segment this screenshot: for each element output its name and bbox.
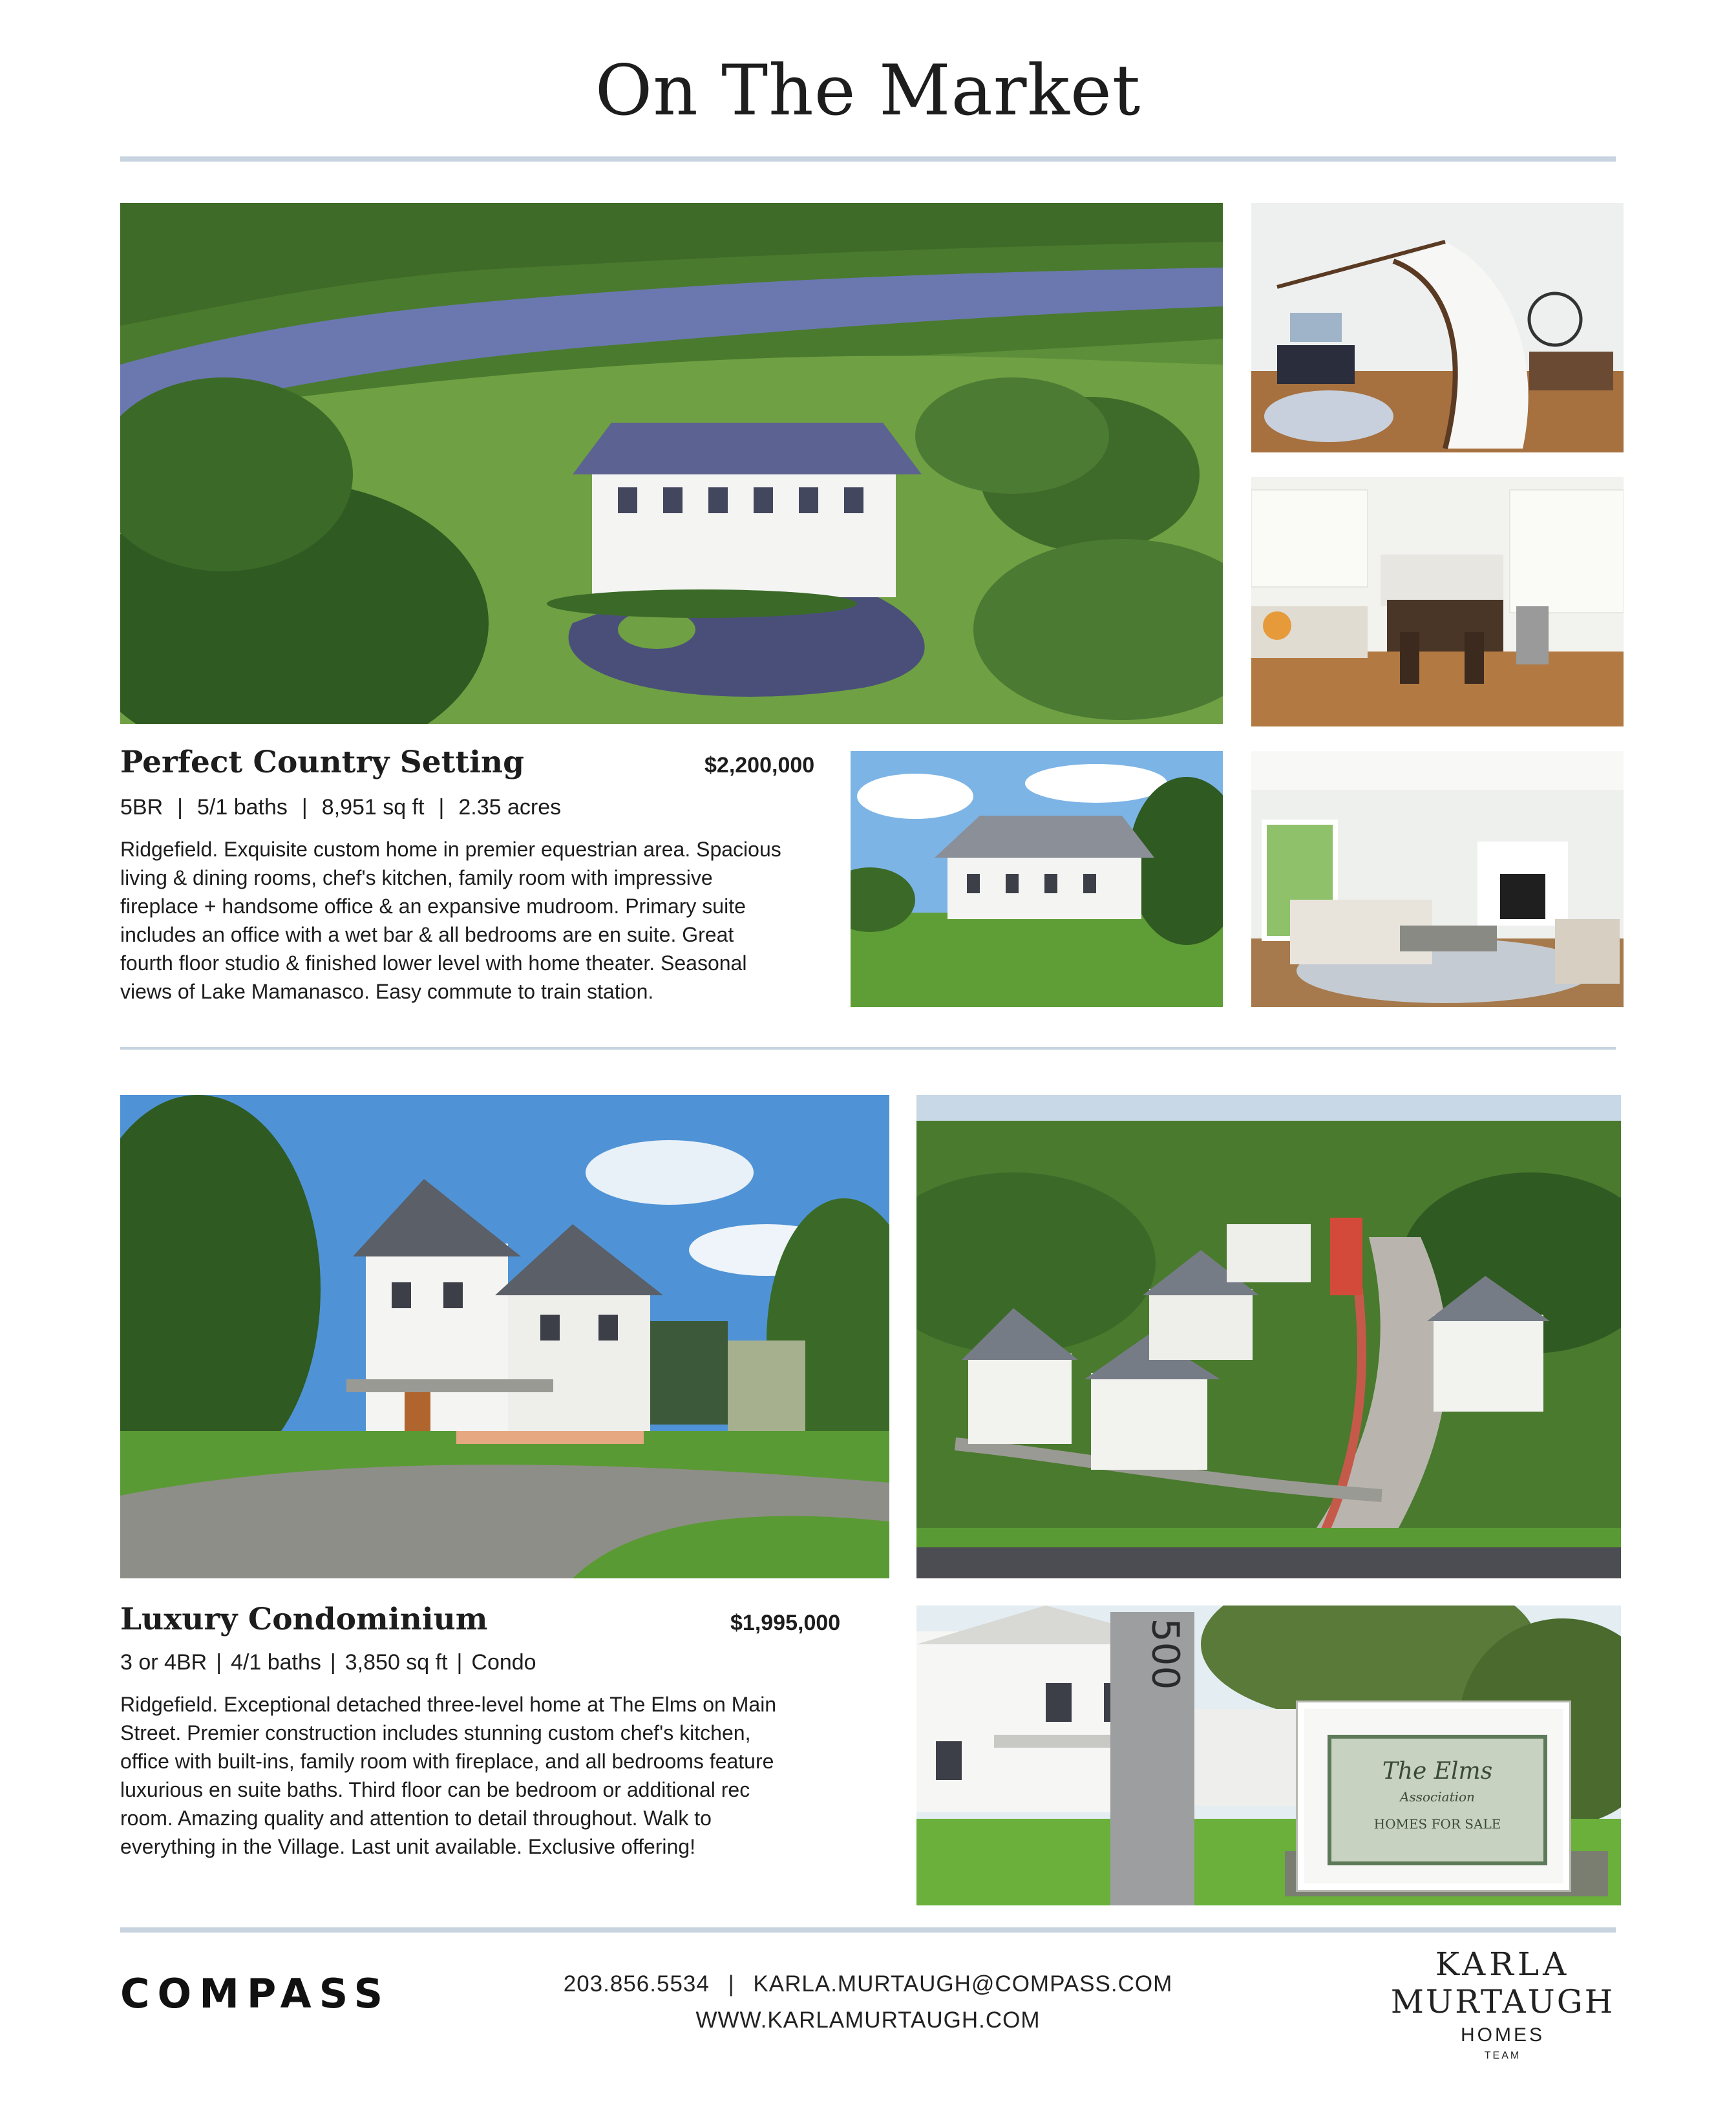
brand-line-4: TEAM: [1484, 2050, 1521, 2061]
description-line: fourth floor studio & finished lower level with home theater. Seasonal: [120, 951, 747, 975]
spec-type: Condo: [471, 1650, 536, 1675]
listing-2-price: $1,995,000: [730, 1611, 841, 1635]
elms-sign-panel: [1328, 1735, 1547, 1865]
listing-2-title: Luxury Condominium: [120, 1602, 488, 1637]
listing-1-price: $2,200,000: [704, 753, 815, 778]
spec-bedrooms: 5BR: [120, 795, 164, 820]
listing-1-specs: 5BR | 5/1 baths | 8,951 sq ft | 2.35 acres: [120, 795, 562, 820]
compass-logo: COMPASS: [120, 1970, 391, 2017]
kitchen-photo: [1251, 477, 1624, 726]
aerial-neighborhood-photo: [916, 1095, 1621, 1578]
spec-acres: 2.35 acres: [458, 795, 562, 820]
description-line: Ridgefield. Exceptional detached three-level home at The Elms on Main: [120, 1693, 777, 1716]
elms-sign-photo: [916, 1606, 1621, 1905]
spec-baths: 5/1 baths: [196, 795, 288, 820]
description-line: office with built-ins, family room with fireplace, and all bedrooms feature: [120, 1750, 774, 1773]
aerial-estate-photo: [120, 203, 1223, 724]
staircase-photo: [1251, 203, 1624, 452]
elms-sign-board: [1298, 1702, 1569, 1890]
phone-number[interactable]: 203.856.5534: [563, 1971, 710, 1997]
website-link[interactable]: WWW.KARLAMURTAUGH.COM: [695, 2008, 1041, 2033]
listing-2-specs: 3 or 4BR | 4/1 baths | 3,850 sq ft | Condo: [120, 1650, 536, 1675]
description-line: Street. Premier construction includes stunning custom chef's kitchen,: [120, 1721, 751, 1744]
email-link[interactable]: KARLA.MURTAUGH@COMPASS.COM: [753, 1971, 1173, 1997]
brand-line-1: KARLA: [1435, 1945, 1571, 1983]
description-line: includes an office with a wet bar & all bedrooms are en suite. Great: [120, 923, 734, 946]
footer-divider: [120, 1927, 1616, 1933]
description-line: luxurious en suite baths. Third floor can be bedroom or additional rec: [120, 1778, 750, 1801]
description-line: everything in the Village. Last unit available. Exclusive offering!: [120, 1835, 696, 1858]
address-post-number: [1130, 1618, 1188, 1690]
description-line: views of Lake Mamanasco. Easy commute to train station.: [120, 980, 654, 1003]
brand-line-2: MURTAUGH: [1390, 1983, 1615, 2020]
description-line: Ridgefield. Exquisite custom home in premier equestrian area. Spacious: [120, 838, 781, 861]
description-line: fireplace + handsome office & an expansive mudroom. Primary suite: [120, 895, 746, 918]
listing-2-description: [120, 1690, 889, 1861]
page-title: On The Market: [595, 50, 1141, 131]
contact-divider: |: [728, 1971, 735, 1997]
listing-1-title: Perfect Country Setting: [120, 745, 524, 780]
spec-sqft: 3,850 sq ft: [344, 1650, 448, 1675]
spec-baths: 4/1 baths: [231, 1650, 321, 1675]
listing-1-description: [120, 835, 831, 1006]
brand-line-3: HOMES: [1460, 2024, 1545, 2046]
address-number-text: 500: [1143, 1618, 1188, 1690]
elms-sign-line: HOMES FOR SALE: [1373, 1816, 1501, 1832]
condo-front-photo: [120, 1095, 889, 1578]
description-line: living & dining rooms, chef's kitchen, family room with impressive: [120, 866, 713, 889]
header-divider: [120, 156, 1616, 162]
spec-sqft: 8,951 sq ft: [321, 795, 425, 820]
living-room-photo: [1251, 751, 1624, 1007]
listing-divider: [120, 1047, 1616, 1050]
elms-sign-sub: Association: [1400, 1789, 1475, 1805]
description-line: room. Amazing quality and attention to detail throughout. Walk to: [120, 1807, 712, 1830]
elms-sign-name: The Elms: [1382, 1758, 1493, 1785]
spec-bedrooms: 3 or 4BR: [120, 1650, 207, 1675]
exterior-lawn-photo: [851, 751, 1223, 1007]
